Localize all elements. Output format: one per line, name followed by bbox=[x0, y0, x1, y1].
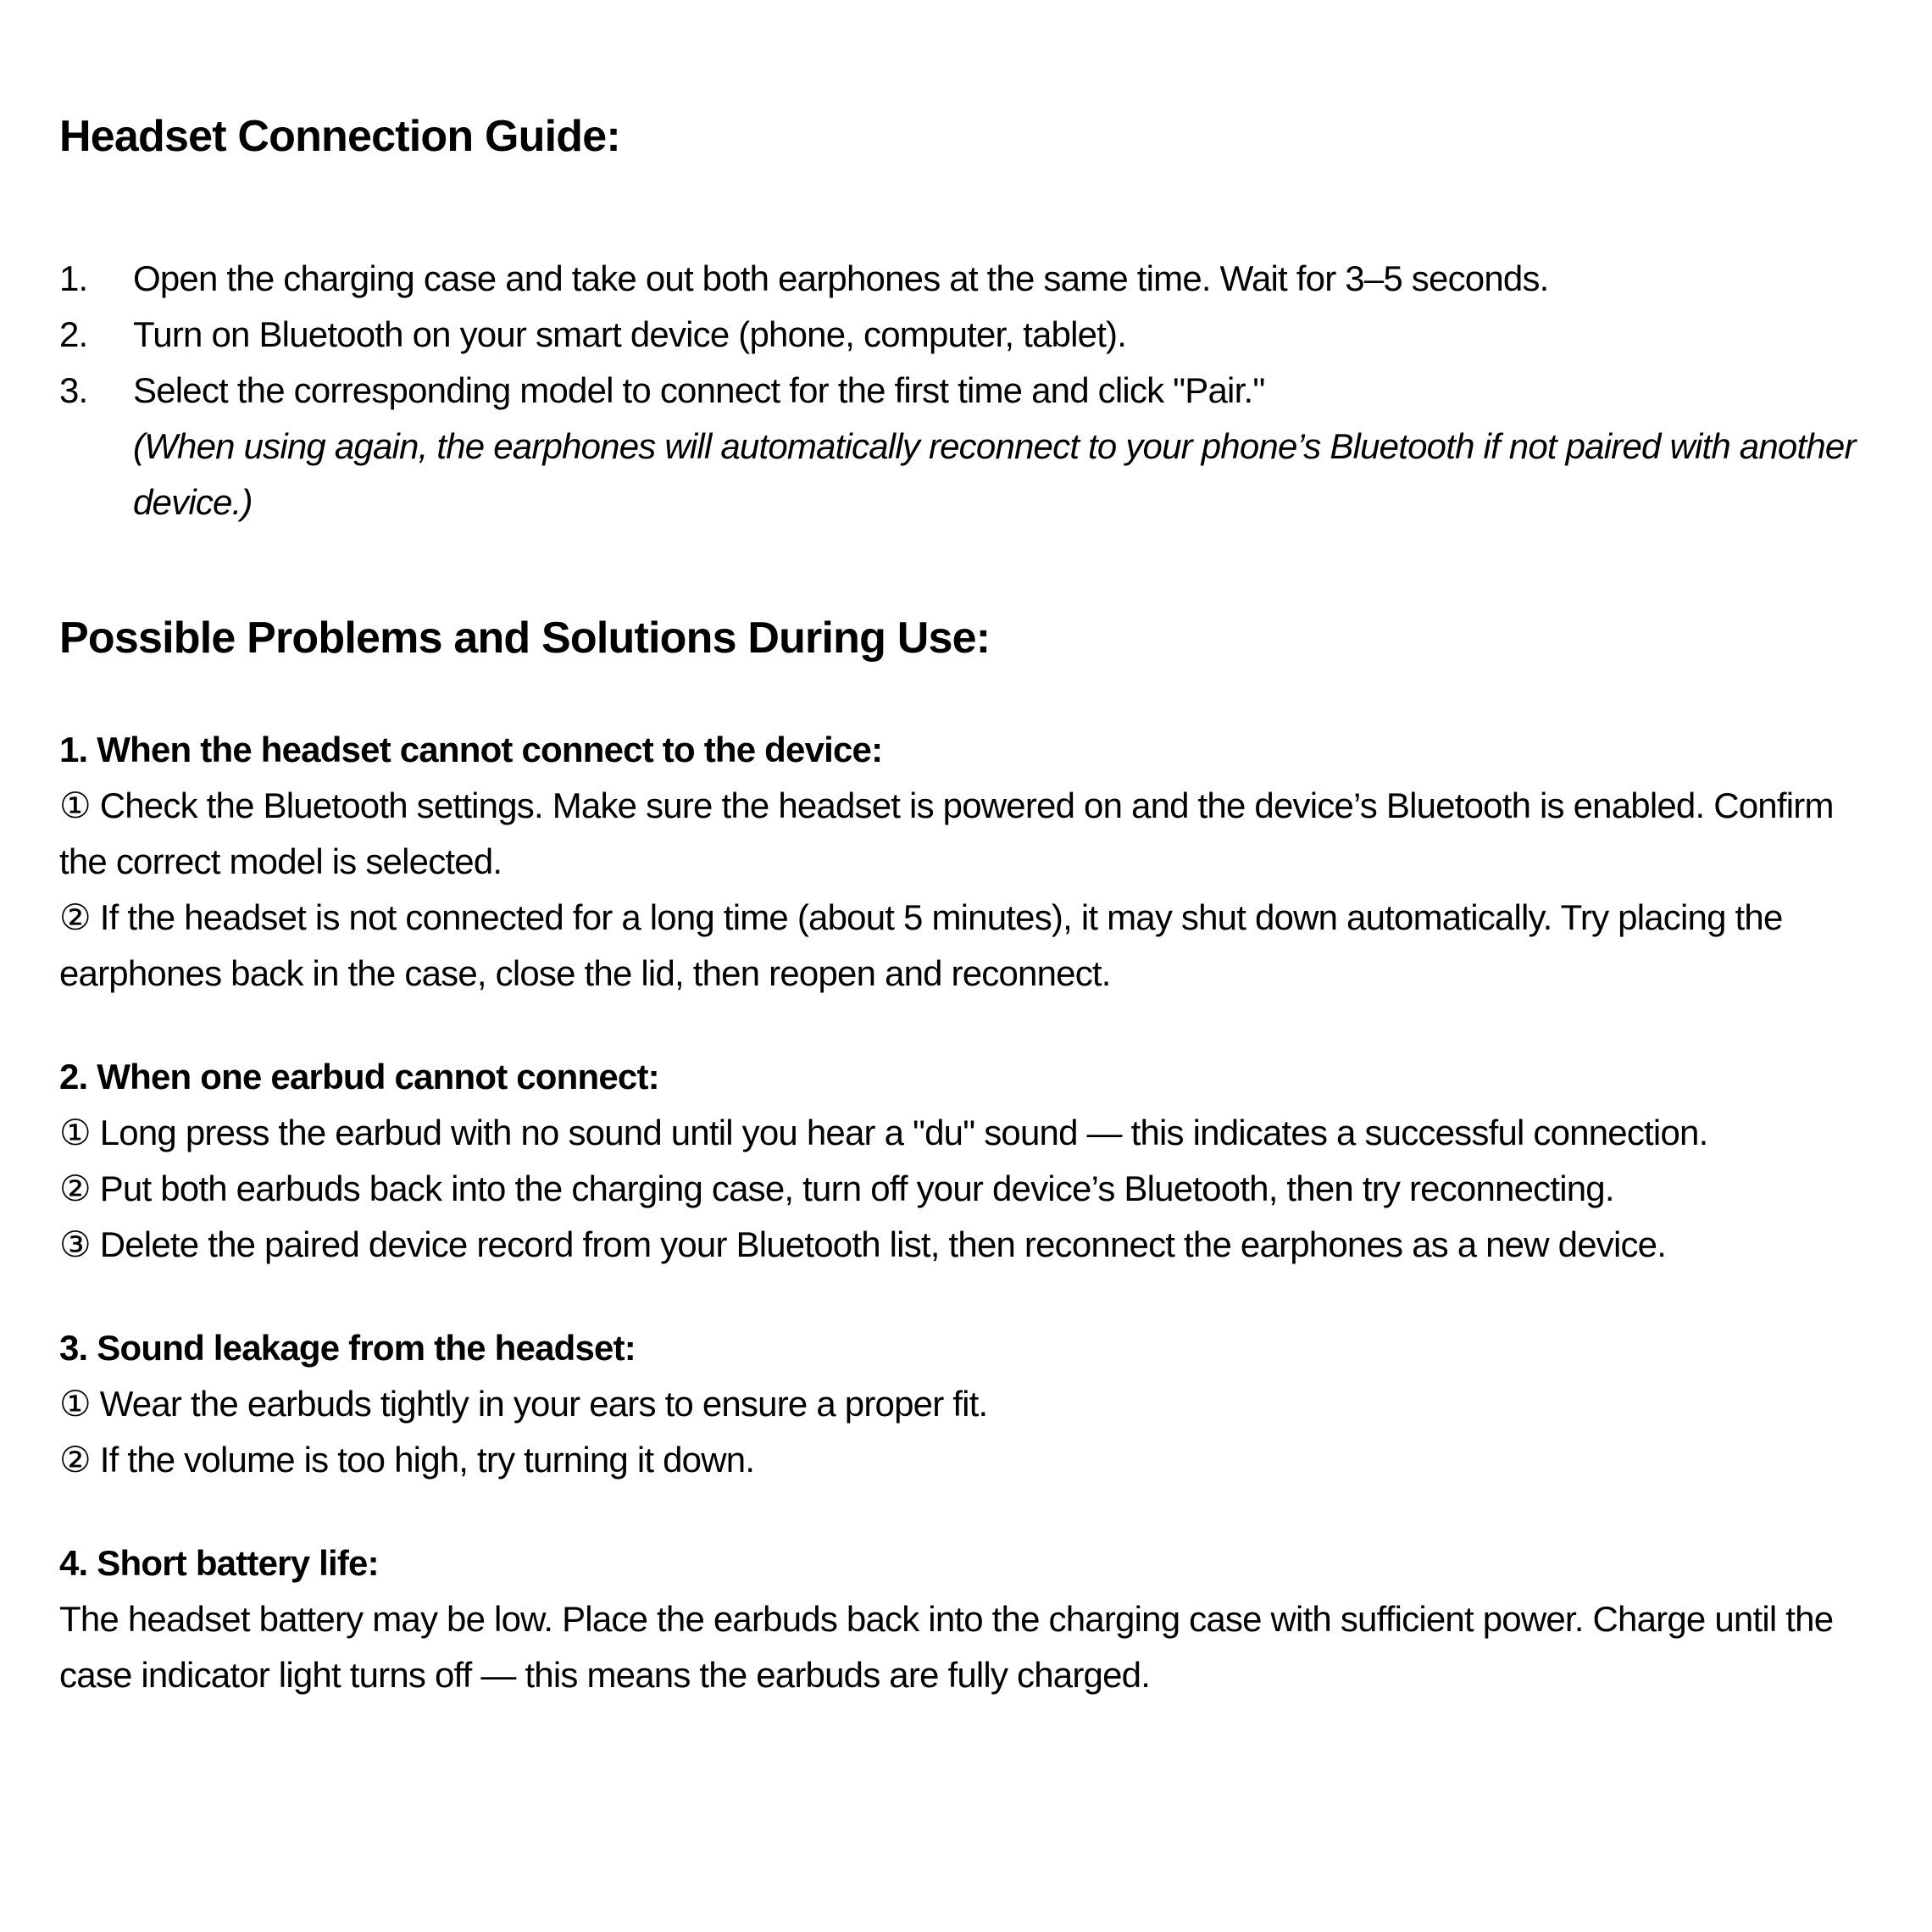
problem-line: ③ Delete the paired device record from your Bluetooth list, then reconnect the earphones as a new device. bbox=[59, 1224, 1667, 1264]
problem-line: ② If the headset is not connected for a long time (about 5 minutes), it may shut down automatically. Try placing the earphones back in the case, close the lid, then reopen and reconnect. bbox=[59, 897, 1783, 993]
problem-heading: 4. Short battery life: bbox=[59, 1543, 379, 1583]
problem-heading: 2. When one earbud cannot connect: bbox=[59, 1057, 659, 1096]
problem-line: ① Long press the earbud with no sound until you hear a "du" sound — this indicates a successful connection. bbox=[59, 1113, 1708, 1152]
problem-heading: 1. When the headset cannot connect to the device: bbox=[59, 730, 883, 769]
problem-block-2 bbox=[59, 1049, 1890, 1273]
step-text: Open the charging case and take out both earphones at the same time. Wait for 3–5 seconds. bbox=[133, 258, 1549, 298]
problem-line: ② If the volume is too high, try turning it down. bbox=[59, 1440, 755, 1480]
problem-block-4 bbox=[59, 1535, 1890, 1703]
step-number: 3. bbox=[59, 370, 88, 410]
list-item bbox=[59, 307, 1890, 363]
step-text: Select the corresponding model to connect for the first time and click "Pair." bbox=[133, 370, 1265, 410]
problem-line: ① Check the Bluetooth settings. Make sure the headset is powered on and the device’s Bluetooth is enabled. Confirm the correct model is selected. bbox=[59, 786, 1834, 881]
step-number: 1. bbox=[59, 258, 88, 298]
problem-block-1 bbox=[59, 722, 1890, 1002]
step-text: Turn on Bluetooth on your smart device (phone, computer, tablet). bbox=[133, 314, 1127, 354]
page-title: Headset Connection Guide: bbox=[59, 112, 620, 161]
connection-steps-list bbox=[59, 251, 1890, 530]
problem-block-3 bbox=[59, 1320, 1890, 1488]
list-item bbox=[59, 363, 1890, 419]
section-title-problems: Possible Problems and Solutions During Use: bbox=[59, 613, 991, 663]
list-item bbox=[59, 251, 1890, 307]
problem-line: The headset battery may be low. Place the earbuds back into the charging case with sufficient power. Charge until the case indicator light turns off — this means the earbuds are fully charged. bbox=[59, 1599, 1834, 1695]
problem-line: ① Wear the earbuds tightly in your ears to ensure a proper fit. bbox=[59, 1384, 988, 1424]
problem-heading: 3. Sound leakage from the headset: bbox=[59, 1328, 636, 1368]
step-note-italic: (When using again, the earphones will automatically reconnect to your phone’s Bluetooth if not paired with another device.) bbox=[133, 426, 1856, 522]
step-number: 2. bbox=[59, 314, 88, 354]
problem-line: ② Put both earbuds back into the charging case, turn off your device’s Bluetooth, then try reconnecting. bbox=[59, 1169, 1614, 1208]
